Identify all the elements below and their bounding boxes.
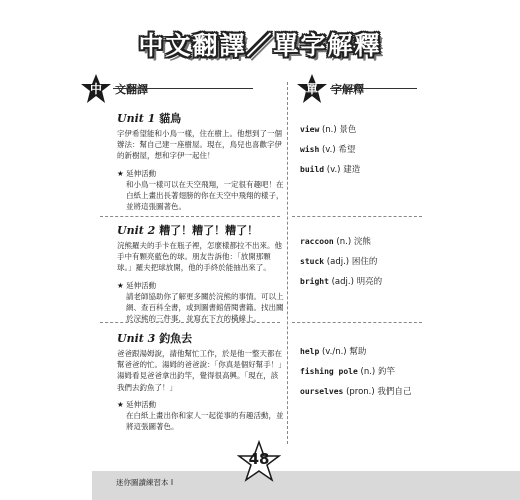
vocab-word: fishing pole [300, 367, 358, 376]
vocabulary-header-label: 字解釋 [331, 83, 364, 96]
vocab-word: ourselves [300, 387, 344, 396]
vocabulary-icon-char: 單 [305, 82, 318, 96]
translation-section-header [80, 72, 148, 106]
vocab-word: wish [300, 145, 320, 154]
vocabulary-header-rule [330, 88, 417, 89]
vocab-group-2 [300, 236, 440, 296]
vocab-meaning: 釣竿 [377, 367, 395, 377]
unit-3-activity-label: ★ 延伸活動 [117, 399, 157, 409]
unit-2-block [117, 222, 285, 324]
vocab-item [300, 256, 440, 268]
vocab-pos: (n.) [321, 125, 337, 135]
vocab-meaning: 希望 [338, 145, 356, 155]
vocab-group-1 [300, 124, 440, 184]
unit-1-activity-text: 和小鳥一樣可以在天空飛翔，一定很有趣吧！在白紙上畫出長著翅膀的你在天空中飛翔的樣子，並將這張圖著色。 [126, 179, 284, 212]
unit-3-label: Unit 3 [117, 332, 156, 345]
vocab-word: view [300, 125, 320, 134]
unit-2-activity-text: 請老師協助你了解更多關於浣熊的事情。可以上網、查百科全書，或到圖書館借閱書籍。找出關於浣熊的三件事，並寫在下方的橫線上。 [126, 291, 284, 324]
vocab-item [300, 276, 440, 288]
vocab-pos: (v.) [326, 165, 341, 175]
vocab-item [300, 124, 440, 136]
unit-2-story: 浣熊羅夫的手卡在瓶子裡，怎麼樣都拉不出來。他手中有顆亮藍色的球。朋友告訴他：「放開那顆球。」羅夫把球放開，他的手終於能抽出來了。 [117, 241, 282, 273]
unit-3-activity-text: 在白紙上畫出你和家人一起從事的有趣活動，並將這張圖著色。 [126, 410, 284, 432]
vocab-meaning: 景色 [339, 125, 357, 135]
vocab-item [300, 164, 440, 176]
translation-icon-char: 中 [89, 82, 102, 96]
star-icon [296, 73, 328, 105]
unit-1-block [117, 110, 285, 212]
vocab-item [300, 144, 440, 156]
unit-divider [100, 216, 280, 217]
vocab-word: build [300, 165, 325, 174]
vocab-meaning: 我們自己 [377, 387, 412, 397]
unit-3-title [117, 330, 285, 346]
vocab-item [300, 346, 440, 358]
vocab-word: raccoon [300, 237, 334, 246]
vocab-item [300, 386, 440, 398]
unit-1-name: 貓鳥 [159, 112, 182, 125]
vocab-divider [292, 216, 422, 217]
vocab-pos: (pron.) [346, 387, 375, 397]
unit-2-activity-label: ★ 延伸活動 [117, 280, 157, 290]
footer-text: 迷你圖讀練習本 I [116, 478, 174, 487]
vocab-group-3 [300, 346, 440, 406]
translation-header-label: 文翻譯 [115, 83, 148, 96]
unit-1-title [117, 110, 285, 126]
star-icon [80, 73, 112, 105]
unit-2-title [117, 222, 285, 238]
vocab-meaning: 浣熊 [353, 237, 371, 247]
vocab-item [300, 366, 440, 378]
vocab-word: bright [300, 277, 329, 286]
unit-3-block [117, 330, 285, 432]
unit-1-story: 字伊希望能和小鳥一樣，住在樹上。他想到了一個辦法：幫自己建一座樹屋。現在，鳥兒也喜歡字伊的新樹屋，想和字伊一起住！ [117, 129, 282, 161]
unit-2-name: 糟了！糟了！糟了！ [159, 224, 259, 237]
vocab-meaning: 困住的 [351, 257, 378, 267]
vocab-word: help [300, 347, 320, 356]
page-title: 中文翻譯／單字解釋 [138, 31, 382, 60]
unit-3-story: 爸爸跟湯姆說，請他幫忙工作，於是他一整天都在幫爸爸的忙。湯姆的爸爸說：「你真是個好幫手！」湯姆看見爸爸拿出釣竿，覺得很高興。「現在，該我們去釣魚了！」 [117, 349, 282, 392]
page-number: 48 [248, 450, 270, 468]
vocab-pos: (n.) [360, 367, 376, 377]
vocabulary-section-header [296, 72, 364, 106]
vocab-word: stuck [300, 257, 325, 266]
unit-1-activity-label: ★ 延伸活動 [117, 168, 157, 178]
unit-1-label: Unit 1 [117, 112, 156, 125]
vocab-meaning: 明亮的 [356, 277, 383, 287]
vocab-pos: (adj.) [326, 257, 350, 267]
vocab-pos: (v./n.) [321, 347, 347, 357]
vocab-divider [292, 322, 422, 323]
unit-2-label: Unit 2 [117, 224, 156, 237]
translation-header-rule [113, 88, 253, 89]
unit-3-name: 釣魚去 [159, 332, 193, 345]
vocab-pos: (n.) [336, 237, 352, 247]
vocab-item [300, 236, 440, 248]
unit-divider [100, 322, 280, 323]
vocab-pos: (v.) [321, 145, 336, 155]
vocab-meaning: 幫助 [349, 347, 367, 357]
vocab-meaning: 建造 [343, 165, 361, 175]
vocab-pos: (adj.) [331, 277, 354, 287]
column-divider [287, 82, 288, 444]
